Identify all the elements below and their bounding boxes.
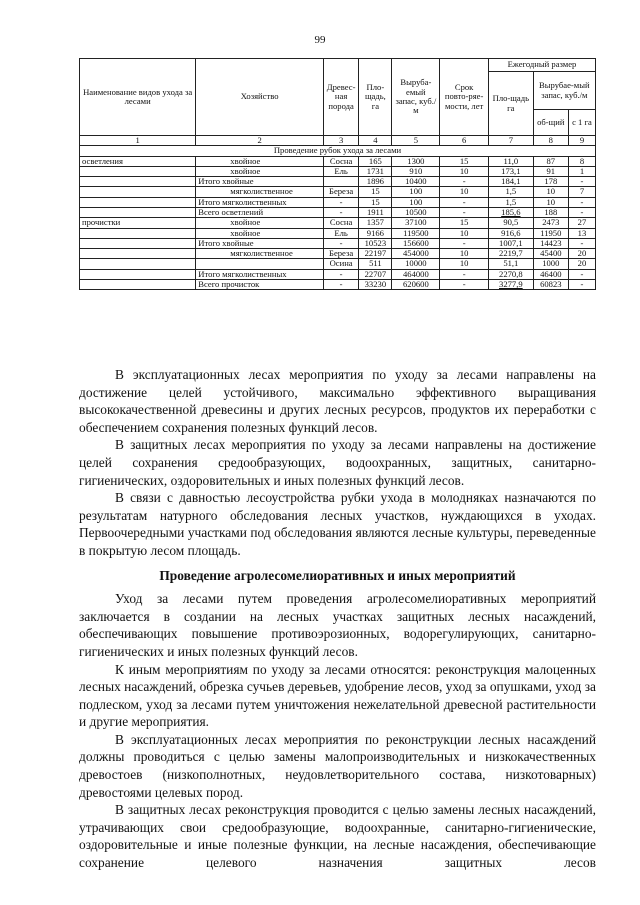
table-row — [80, 249, 596, 259]
table-cell: 14423 — [533, 238, 568, 248]
table-cell: хвойное — [196, 166, 324, 176]
table-cell: Итого хвойные — [196, 177, 324, 187]
table-cell: хвойное — [196, 228, 324, 238]
table-row — [80, 156, 596, 166]
table-cell: - — [440, 207, 489, 217]
table-cell — [80, 279, 196, 289]
table-row — [80, 238, 596, 248]
table-cell: 10 — [440, 166, 489, 176]
table-cell: 1 — [568, 166, 595, 176]
table-cell: прочистки — [80, 218, 196, 228]
table-cell: 1,5 — [489, 197, 534, 207]
header-annual-area: Пло-щадь га — [489, 72, 534, 136]
table-cell: хвойное — [196, 218, 324, 228]
table-cell: 20 — [568, 259, 595, 269]
col-number: 9 — [568, 136, 595, 146]
header-area: Пло-щадь, га — [359, 59, 392, 136]
table-cell: 185,6 — [489, 207, 534, 217]
table-cell: 15 — [359, 197, 392, 207]
table-row — [80, 218, 596, 228]
table-cell: - — [323, 269, 358, 279]
col-number: 2 — [196, 136, 324, 146]
table-row — [80, 269, 596, 279]
table-cell: 15 — [359, 187, 392, 197]
table-cell: 9166 — [359, 228, 392, 238]
header-annual-per-ha: с 1 га — [568, 110, 595, 136]
header-species: Древес-ная порода — [323, 59, 358, 136]
table-cell: 10500 — [392, 207, 440, 217]
table-cell: - — [568, 207, 595, 217]
table-cell: - — [323, 197, 358, 207]
table-cell: 60823 — [533, 279, 568, 289]
forest-care-table — [79, 58, 596, 290]
header-annual: Ежегодный размер — [489, 59, 596, 72]
table-row — [80, 228, 596, 238]
table-cell: 511 — [359, 259, 392, 269]
table-cell — [80, 269, 196, 279]
table-cell: 22707 — [359, 269, 392, 279]
table-cell: 100 — [392, 187, 440, 197]
table-cell: - — [323, 207, 358, 217]
table-cell: 27 — [568, 218, 595, 228]
table-row — [80, 279, 596, 289]
table-row — [80, 197, 596, 207]
table-cell: Сосна — [323, 218, 358, 228]
table-cell — [80, 228, 196, 238]
table-cell: 1911 — [359, 207, 392, 217]
table-cell: - — [568, 197, 595, 207]
table-cell: 20 — [568, 249, 595, 259]
col-number: 1 — [80, 136, 196, 146]
table-cell: 910 — [392, 166, 440, 176]
table-cell: Береза — [323, 187, 358, 197]
header-period: Срок повто-ряе-мости, лет — [440, 59, 489, 136]
table-cell: 10 — [533, 187, 568, 197]
table-cell: 22197 — [359, 249, 392, 259]
paragraph: В защитных лесах реконструкция проводится с целью замены лесных насаждений, утрачивающих свои средообразующие, водоохранные, санитарно-гигиенические, оздоровительные и иные полезные функции, на лесные насаждения, обеспечивающие сохранение целевого назначения защитных лесов — [79, 802, 596, 871]
page-number: 99 — [314, 34, 326, 46]
table-cell: 1357 — [359, 218, 392, 228]
table-cell: 464000 — [392, 269, 440, 279]
table-cell: Осина — [323, 259, 358, 269]
table-cell: 173,1 — [489, 166, 534, 176]
table-cell: Всего осветлений — [196, 207, 324, 217]
table-cell: 165 — [359, 156, 392, 166]
table-cell: 45400 — [533, 249, 568, 259]
table-cell: 51,1 — [489, 259, 534, 269]
table-cell: 33230 — [359, 279, 392, 289]
table-cell: - — [568, 238, 595, 248]
table-cell: - — [440, 197, 489, 207]
table-cell: 90,5 — [489, 218, 534, 228]
table-cell: 2473 — [533, 218, 568, 228]
table-cell: 10 — [440, 259, 489, 269]
table-cell: Всего прочисток — [196, 279, 324, 289]
table-body — [80, 156, 596, 290]
table-cell: 10 — [440, 228, 489, 238]
table-cell: 11950 — [533, 228, 568, 238]
table-cell: - — [568, 269, 595, 279]
table-cell: - — [323, 279, 358, 289]
table-cell: 916,6 — [489, 228, 534, 238]
table-cell: мягколиственное — [196, 249, 324, 259]
table-cell: 178 — [533, 177, 568, 187]
table-cell: 10400 — [392, 177, 440, 187]
table-cell: 184,1 — [489, 177, 534, 187]
header-volume: Выруба-емый запас, куб./м — [392, 59, 440, 136]
table-cell — [323, 177, 358, 187]
table-cell — [80, 166, 196, 176]
table-cell: 15 — [440, 156, 489, 166]
table-cell: 2219,7 — [489, 249, 534, 259]
table-cell: - — [568, 177, 595, 187]
table-row — [80, 207, 596, 217]
col-number: 7 — [489, 136, 534, 146]
table-cell: хвойное — [196, 156, 324, 166]
table-cell: Итого мягколиственных — [196, 197, 324, 207]
column-numbers-row — [80, 136, 596, 146]
table-cell: 91 — [533, 166, 568, 176]
table-cell: Ель — [323, 228, 358, 238]
table-cell — [196, 259, 324, 269]
table-cell: Итого мягколиственных — [196, 269, 324, 279]
table-row — [80, 166, 596, 176]
table-cell — [80, 197, 196, 207]
header-name: Наименование видов ухода за лесами — [80, 59, 196, 136]
col-number: 5 — [392, 136, 440, 146]
table-cell: 1896 — [359, 177, 392, 187]
table-cell: 10 — [440, 187, 489, 197]
table-cell: 13 — [568, 228, 595, 238]
table-cell: 46400 — [533, 269, 568, 279]
table-cell: 1,5 — [489, 187, 534, 197]
table-cell: 10 — [440, 249, 489, 259]
table-row — [80, 187, 596, 197]
paragraph: В связи с давностью лесоустройства рубки ухода в молодняках назначаются по результатам натурного обследования лесных участков, нуждающихся в уходах. Первоочередными участками под обследования являются лесные культуры, переведенные в покрытую лесом площадь. — [79, 490, 596, 558]
header-annual-cut: Вырубае-мый запас, куб./м — [533, 72, 595, 110]
table-cell: - — [568, 279, 595, 289]
table-cell: 2270,8 — [489, 269, 534, 279]
table-cell — [80, 187, 196, 197]
table-cell: 87 — [533, 156, 568, 166]
table-cell: - — [440, 279, 489, 289]
table-cell — [80, 259, 196, 269]
table-cell — [80, 249, 196, 259]
table-cell: 1300 — [392, 156, 440, 166]
table-cell: 454000 — [392, 249, 440, 259]
table-cell: Береза — [323, 249, 358, 259]
table-cell — [80, 238, 196, 248]
section-title: Проведение рубок ухода за лесами — [80, 146, 596, 156]
table-cell — [80, 207, 196, 217]
header-annual-total: об-щий — [533, 110, 568, 136]
table-cell: 188 — [533, 207, 568, 217]
table-cell: - — [440, 269, 489, 279]
table-cell: 620600 — [392, 279, 440, 289]
table-cell: Ель — [323, 166, 358, 176]
table-cell: мягколиственное — [196, 187, 324, 197]
table-cell: 37100 — [392, 218, 440, 228]
table-row — [80, 177, 596, 187]
table-cell: 119500 — [392, 228, 440, 238]
table-cell: - — [323, 238, 358, 248]
header-farm: Хозяйство — [196, 59, 324, 136]
table-cell: 1731 — [359, 166, 392, 176]
table-cell — [80, 177, 196, 187]
table-cell: 8 — [568, 156, 595, 166]
table-cell: 3277,9 — [489, 279, 534, 289]
col-number: 6 — [440, 136, 489, 146]
table-cell: 10523 — [359, 238, 392, 248]
table-cell: 1007,1 — [489, 238, 534, 248]
table-cell: 10 — [533, 197, 568, 207]
section-heading: Проведение агролесомелиоративных и иных мероприятий — [159, 567, 516, 583]
paragraph: К иным мероприятиям по уходу за лесами относятся: реконструкция малоценных лесных насаждений, обрезка сучьев деревьев, удобрение лесов, уход за опушками, уход за подлеском, уход за лесами путем уничтожения нежелательной древесной растительности и другие мероприятия. — [79, 661, 596, 730]
table-cell: 10000 — [392, 259, 440, 269]
table-row — [80, 259, 596, 269]
col-number: 3 — [323, 136, 358, 146]
col-number: 4 — [359, 136, 392, 146]
table-cell: Сосна — [323, 156, 358, 166]
table-cell: Итого хвойные — [196, 238, 324, 248]
body-text — [79, 366, 596, 872]
table-cell: 11,0 — [489, 156, 534, 166]
paragraph: Уход за лесами путем проведения агролесомелиоративных мероприятий заключается в создании на лесных участках защитных лесных насаждений, обеспечивающих повышение противоэрозионных, водорегулирующих, санитарно-гигиенических и иных полезных функций лесов. — [79, 591, 596, 659]
table-cell: 7 — [568, 187, 595, 197]
table-cell: - — [440, 177, 489, 187]
col-number: 8 — [533, 136, 568, 146]
table-cell: 100 — [392, 197, 440, 207]
paragraph: В защитных лесах мероприятия по уходу за лесами направлены на достижение целей сохранения средообразующих, водоохранных, защитных, санитарно-гигиенических, оздоровительных и иных полезных функций лесов. — [79, 437, 596, 488]
paragraph: В эксплуатационных лесах мероприятия по уходу за лесами направлены на достижение целей устойчивого, максимально эффективного выращивания высококачественной древесины и других лесных ресурсов, продуктов их переработки с обеспечением сохранения полезных функций лесов. — [79, 367, 596, 435]
table-cell: 1000 — [533, 259, 568, 269]
paragraph: В эксплуатационных лесах мероприятия по реконструкции лесных насаждений должны проводиться с целью замены малопроизводительных и низкокачественных древостоев (низкополнотных, неудовлетворительного состава, низкотоварных) древостоями целевых пород. — [79, 731, 596, 800]
table-cell: осветления — [80, 156, 196, 166]
table-cell: 156600 — [392, 238, 440, 248]
table-cell: - — [440, 238, 489, 248]
table-cell: 15 — [440, 218, 489, 228]
